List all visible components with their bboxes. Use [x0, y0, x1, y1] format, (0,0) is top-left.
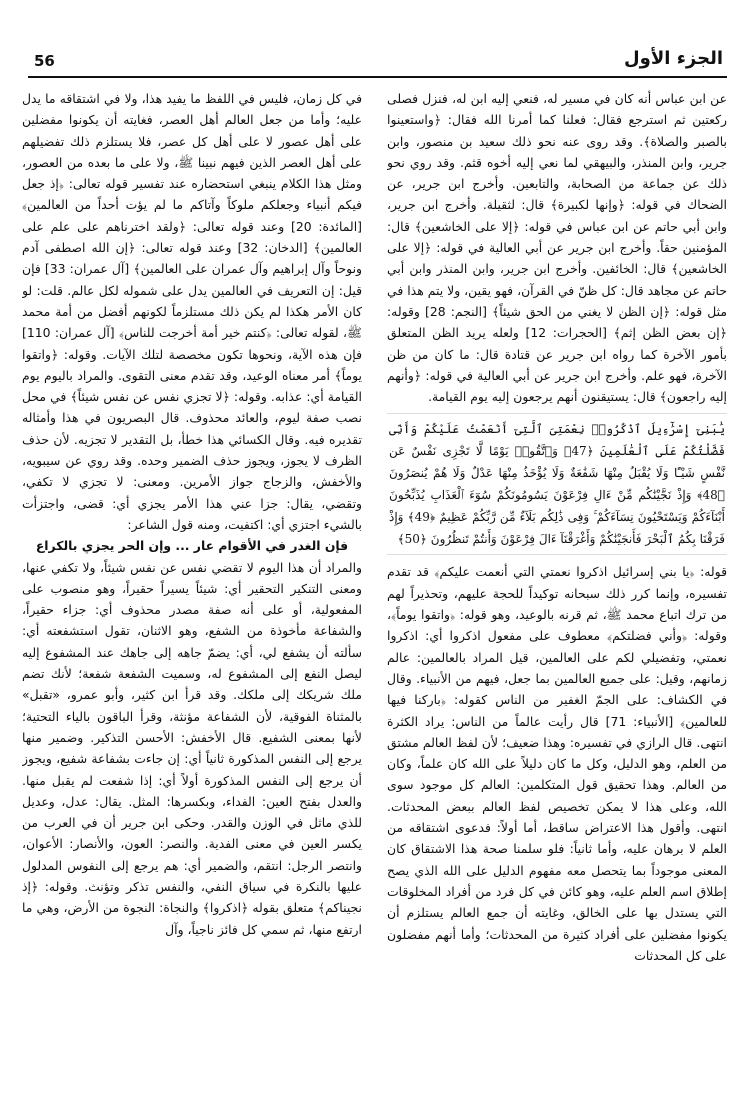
left-paragraph-2: والمراد أن هذا اليوم لا تقضي نفس عن نفس شيئاً، ولا تكفي عنها، ومعنى التنكير التحقير أي: شيئاً يسيراً حقيراً، وهو منصوب على المفعولية، أو على أنه صفة مصدر محذوف أي: جزاء حقيراً، والشفاعة مأخوذة من الشفع، وهو الاثنان، تقول استشفعته أي: سألته أن يشفع لي، أي: يضمّ جاهه إلى جاهك عند المشفوع إليه ليصل النفع إلى المشفوع له، وسميت الشفعة شفعة؛ لأنك تضم ملك شريكك إلى ملكك. وقد قرأ ابن كثير، وأبو عمرو، «تقبل» بالمثناة الفوقية، لأن الشفاعة مؤنثة، وقرأ الباقون بالياء التحتية؛ لأنها بمعنى الشفيع. قال الأخفش: الأحسن التذكير. وضمير منها يرجع إلى النفس المذكورة ثانياً أي: إن جاءت بشفاعة شفيع، ويجوز أن يرجع إلى النفس المذكورة أولاً أي: إذا شفعت لم يقبل منها. والعدل بفتح العين: الفداء، وبكسرها: المثل. يقال: عدل، وعديل للذي ماثل في الوزن والقدر. وحكى ابن جرير أن في العرب من يكسر العين في معنى الفدية. والنصر: العون، والأنصار: الأعوان، وانتصر الرجل: انتقم، والضمير أي: هم يرجع إلى النفوس المدلول عليها بالنكرة في سياق النفي، والنفس تذكر وتؤنث. وقوله: ﴿إذ نجيناكم﴾ متعلق بقوله ﴿اذكروا﴾ والنجاة: النجوة من الأرض، وهي ما ارتفع منها، ثم سمي كل فائز ناجياً، وآل — [22, 559, 362, 937]
left-column — [22, 88, 362, 1098]
poetry-verse: فإن الغدر في الأقوام عار ... وإن الحر يجزي بالكراع — [35, 538, 349, 554]
page-number: 56 — [34, 52, 55, 70]
quran-verses-block: يَٰبَنِىٓ إِسْرَٰٓءِيلَ ٱذْكُرُوا۟ نِعْمَتِىَ ٱلَّتِىٓ أَنْعَمْتُ عَلَيْكُمْ وَأَنِّى فَضَّلْتُكُمْ عَلَى ٱلْعَٰلَمِينَ ﴿47﴾ وَٱتَّقُوا۟ يَوْمًا لَّا تَجْزِى نَفْسٌ عَن نَّفْسٍ شَيْـًٔا وَلَا يُقْبَلُ مِنْهَا شَفَٰعَةٌ وَلَا يُؤْخَذُ مِنْهَا عَدْلٌ وَلَا هُمْ يُنصَرُونَ ﴿48﴾ وَإِذْ نَجَّيْنَٰكُم مِّنْ ءَالِ فِرْعَوْنَ يَسُومُونَكُمْ سُوٓءَ ٱلْعَذَابِ يُذَبِّحُونَ أَبْنَآءَكُمْ وَيَسْتَحْيُونَ نِسَآءَكُمْ ۚ وَفِى ذَٰلِكُم بَلَآءٌ مِّن رَّبِّكُمْ عَظِيمٌ ﴿49﴾ وَإِذْ فَرَقْنَا بِكُمُ ٱلْبَحْرَ فَأَنجَيْنَٰكُمْ وَأَغْرَقْنَآ ءَالَ فِرْعَوْنَ وَأَنتُمْ تَنظُرُونَ ﴿50﴾ — [387, 413, 727, 555]
page-header — [28, 46, 727, 78]
running-title: الجزء الأول — [624, 48, 723, 69]
left-paragraph-1: في كل زمان، فليس في اللفظ ما يفيد هذا، ولا في اشتقاقه ما يدل عليه؛ وأما من جعل العالم أهل العصر، فغايته أن يكونوا مفضلين على أهل عصور لا على أهل كل عصر، فلا يستلزم ذلك تفضيلهم على أهل العصر الذين فيهم نبينا ﷺ، ولا على ما بعده من العصور، ومثل هذا الكلام ينبغي استحضاره عند تفسير قوله تعالى: ﴿إذ جعل فيكم أنبياء وجعلكم ملوكاً وآتاكم ما لم يؤت أحداً من العالمين﴾ [المائدة: 20] وعند قوله تعالى: ﴿ولقد اخترناهم على علم على العالمين﴾ [الدخان: 32] وعند قوله تعالى: ﴿إن الله اصطفى آدم ونوحاً وآل إبراهيم وآل عمران على العالمين﴾ [آل عمران: 33] فإن قيل: إن التعريف في العالمين يدل على شموله لكل عالم. قلت: لو كان الأمر هكذا لم يكن ذلك مستلزماً لكونهم أفضل من أمة محمد ﷺ، لقوله تعالى: ﴿كنتم خير أمة أخرجت للناس﴾ [آل عمران: 110] فإن هذه الآية، ونحوها تكون مخصصة لتلك الآيات. وقوله: ﴿واتقوا يوماً﴾ أمر معناه الوعيد، وقد تقدم معنى التقوى. والمراد باليوم يوم القيامة أي: عذابه. وقوله: ﴿لا تجزي نفس عن نفس شيئاً﴾ في محل نصب صفة ليوم، والعائد محذوف. قال البصريون في هذا وأمثاله تقديره فيه. وقال الكسائي هذا خطأ، بل التقدير لا تجزيه. لأن حذف الظرف لا يجوز، ويجوز حذف الضمير وحده. وقد روي عن سيبويه، والأخفش، والزجاج جواز الأمرين. ومعنى: لا تجزي لا تكفي، وتقضي، يقال: جزا عني هذا الأمر يجزي أي: قضى، واجتزأت بالشيء اجتزي أي: اكتفيت، ومنه قول الشاعر: — [22, 91, 362, 532]
right-paragraph-1: عن ابن عباس أنه كان في مسير له، فنعي إليه ابن له، فنزل فصلى ركعتين ثم استرجع فقال: فعلنا كما أمرنا الله فقال: ﴿واستعينوا بالصبر والصلاة﴾. وقد روى عنه نحو ذلك سعيد بن منصور، وابن جرير، وابن المنذر، والبيهقي لما نعي إليه أخوه قثم. وقد روي نحو ذلك عن جماعة من الصحابة، والتابعين. وأخرج ابن جرير، عن الضحاك في قوله: ﴿وإنها لكبيرة﴾ قال: لثقيلة. وأخرج ابن جرير، وابن أبي حاتم عن ابن عباس في قوله: ﴿إلا على الخاشعين﴾ قال: المؤمنين حقاً. وأخرج ابن جرير عن أبي العالية في قوله: ﴿إلا على الخاشعين﴾ قال: الخائفين. وأخرج ابن جرير، وابن المنذر وابن أبي حاتم عن مجاهد قال: كل ظنّ في القرآن، فهو يقين، ولا يتم هذا في مثل قوله: ﴿إن الظن لا يغني من الحق شيئاً﴾ [النجم: 28] وقوله: ﴿إن بعض الظن إثم﴾ [الحجرات: 12] ولعله يريد الظن المتعلق بأمور الآخرة كما رواه ابن جرير عن قتادة قال: ما كان من ظن الآخرة، فهو علم. وأخرج ابن جرير عن أبي العالية في قوله: ﴿وأنهم إليه راجعون﴾ قال: يستيقنون أنهم يرجعون إليه يوم القيامة. — [387, 91, 727, 405]
right-column — [387, 88, 727, 1098]
right-paragraph-2: قوله: ﴿يا بني إسرائيل اذكروا نعمتي التي أنعمت عليكم﴾ قد تقدم تفسيره، وإنما كرر ذلك سبحانه توكيداً للحجة عليهم، وتحذيراً لهم من ترك اتباع محمد ﷺ، ثم قرنه بالوعيد، وهو قوله: ﴿واتقوا يوماً﴾، وقوله: ﴿وأني فضلتكم﴾ معطوف على مفعول اذكروا أي: اذكروا نعمتي، وتفضيلي لكم على العالمين، قيل المراد بالعالمين: عالم زمانهم، وقيل: على جميع العالمين بما جعل، فيهم من الأنبياء. وقال في الكشاف: على الجمّ الغفير من الناس كقوله: ﴿باركنا فيها للعالمين﴾ [الأنبياء: 71] قال رأيت عالماً من الناس: يراد الكثرة انتهى. قال الرازي في تفسيره: وهذا ضعيف؛ لأن لفظ العالم مشتق من العلم، وهو الدليل، وكل ما كان دليلاً على الله كان علماً، وكان من العالم. وهذا تحقيق قول المتكلمين: العالم كل موجود سوى الله، وعلى هذا لا يمكن تخصيص لفظ العالم ببعض المحدثات. انتهى. وأقول هذا الاعتراض ساقط، أما أولاً: فدعوى اشتقاقه من العلم لا برهان عليه، وأما ثانياً: فلو سلمنا صحة هذا الاشتقاق كان المعنى موجوداً بما يتحصل معه مفهوم الدليل على الله الذي يصح إطلاق اسم العلم عليه، وهو كائن في كل فرد من أفراد المخلوقات التي يستدل بها على الخالق، وغايته أن جمع العالم يستلزم أن يكونوا مفضلين على أفراد كثيرة من المحدثات؛ وأما أنهم مفضلون على كل المحدثات — [387, 564, 727, 963]
